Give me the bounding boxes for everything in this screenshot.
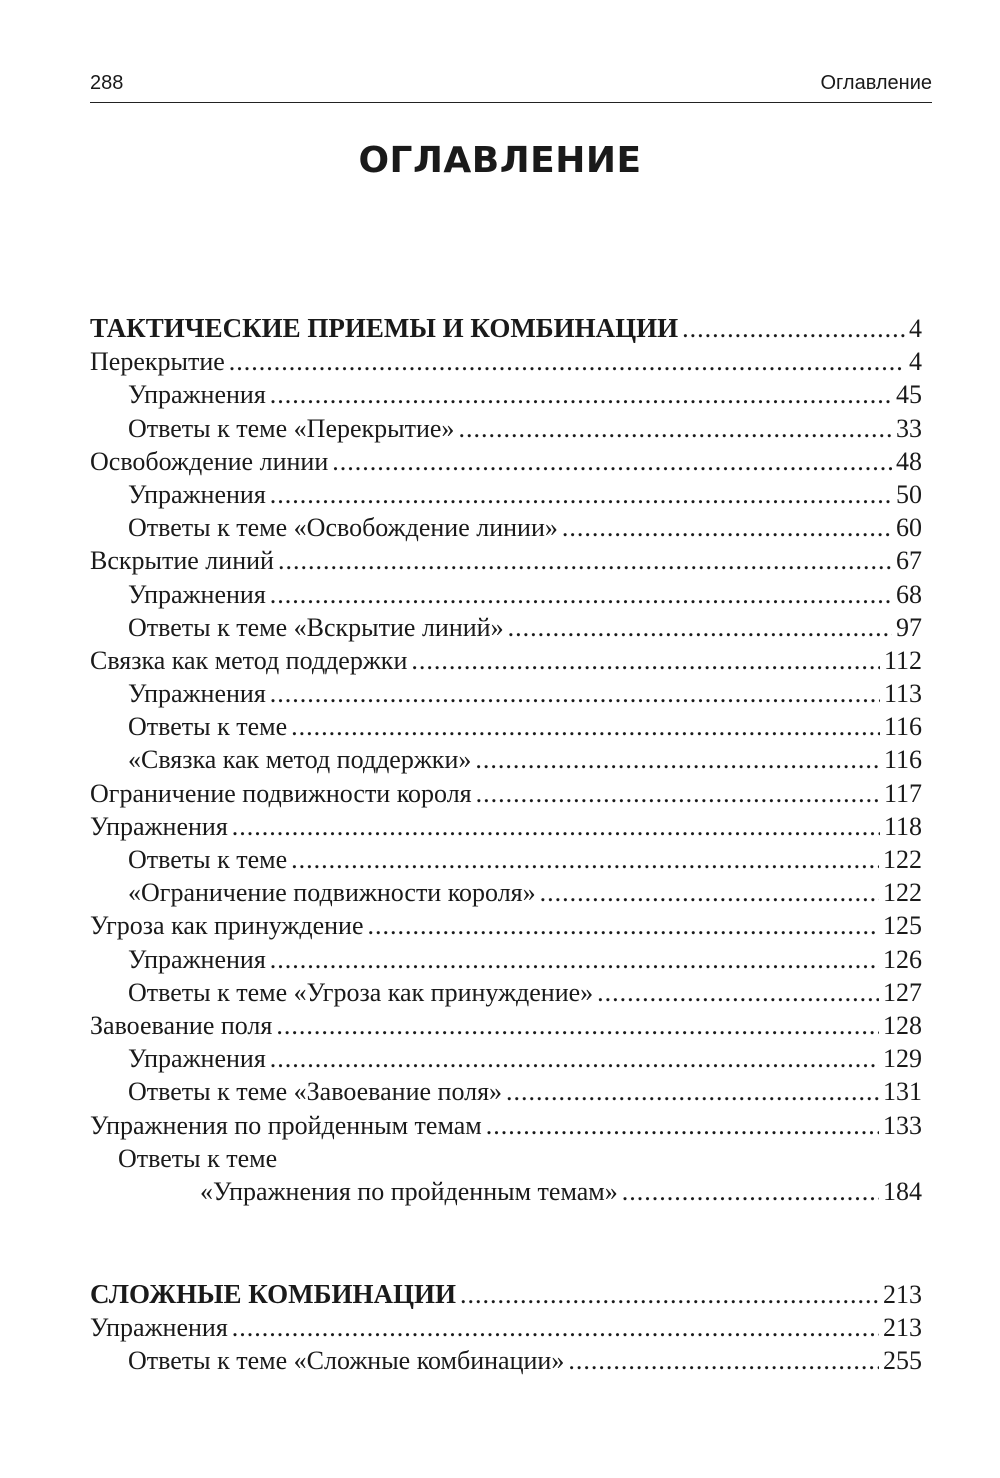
toc-entry-page: 97 <box>896 612 922 642</box>
dot-leader <box>508 611 892 644</box>
dot-leader <box>458 412 892 445</box>
toc-entry <box>90 445 922 478</box>
toc-entry-label: Упражнения по пройденным темам <box>90 1110 482 1140</box>
toc-entry <box>90 511 922 544</box>
toc-entry-page: 50 <box>896 479 922 509</box>
toc-entry-label: Ограничение подвижности короля <box>90 778 472 808</box>
toc-entry-label: Ответы к теме «Перекрытие» <box>128 413 455 443</box>
toc-entry-page: 125 <box>883 911 922 941</box>
toc-entry <box>90 710 922 743</box>
toc-entry-page: 48 <box>896 446 922 476</box>
toc-entry <box>90 843 922 876</box>
toc-entry-label: Ответы к теме «Угроза как принуждение» <box>128 977 594 1007</box>
running-header <box>90 72 932 103</box>
toc-entry-page: 68 <box>896 579 922 609</box>
dot-leader <box>476 777 880 810</box>
toc-entry-page: 116 <box>883 745 922 775</box>
toc-entry-page: 213 <box>883 1280 922 1309</box>
toc-entry-label: Ответы к теме «Сложные комбинации» <box>128 1346 565 1376</box>
toc-entry-page: 118 <box>883 811 922 841</box>
dot-leader <box>276 1009 879 1042</box>
toc-entry-page: 184 <box>883 1176 922 1206</box>
toc-entry <box>90 611 922 644</box>
dot-leader <box>270 943 879 976</box>
toc-entry-label: Упражнения <box>128 579 266 609</box>
toc-entry-label: Перекрытие <box>90 347 225 377</box>
toc-entry-page: 33 <box>896 413 922 443</box>
toc-entry-label: Ответы к теме <box>118 1143 278 1173</box>
toc-entry-label: ТАКТИЧЕСКИЕ ПРИЕМЫ И КОМБИНАЦИИ <box>90 313 679 343</box>
dot-leader <box>232 1311 879 1344</box>
toc-entry-page: 116 <box>883 712 922 742</box>
dot-leader <box>622 1175 879 1208</box>
toc-entry-label: Ответы к теме <box>128 845 288 874</box>
dot-leader <box>597 976 879 1009</box>
toc-entry-label: Упражнения <box>128 479 266 509</box>
toc-entry-label: Ответы к теме <box>128 712 288 742</box>
dot-leader <box>486 1109 879 1142</box>
toc-entry-page: 127 <box>883 977 922 1007</box>
dot-leader <box>291 843 879 876</box>
toc-part-heading <box>90 312 922 345</box>
toc-entry-page: 133 <box>883 1110 922 1140</box>
toc-entry-label: Ответы к теме «Завоевание поля» <box>128 1077 503 1107</box>
page-number: 288 <box>90 72 124 94</box>
toc-entry-label: «Упражнения по пройденным темам» <box>200 1176 618 1206</box>
dot-leader <box>270 1042 879 1075</box>
toc-entry <box>90 1075 922 1108</box>
toc-entry-label: «Ограничение подвижности короля» <box>128 878 536 908</box>
toc-entry <box>90 378 922 411</box>
toc-entry-page: 67 <box>896 546 922 576</box>
dot-leader <box>562 511 892 544</box>
toc-entry <box>90 810 922 843</box>
dot-leader <box>270 677 880 710</box>
toc-entry <box>90 976 922 1009</box>
toc-entry <box>90 943 922 976</box>
toc-entry <box>90 578 922 611</box>
toc-entry-page: 128 <box>883 1010 922 1040</box>
toc-entry-page: 129 <box>883 1044 922 1074</box>
toc-entry <box>90 1042 922 1075</box>
toc-entry-page: 255 <box>883 1346 922 1376</box>
page-title: ОГЛАВЛЕНИЕ <box>358 140 642 181</box>
toc-entry <box>90 1175 922 1208</box>
toc-entry-page: 213 <box>883 1313 922 1343</box>
dot-leader <box>270 378 892 411</box>
toc-entry-page: 112 <box>883 645 922 675</box>
toc-entry <box>90 1142 922 1175</box>
dot-leader <box>332 445 892 478</box>
toc-part-complex <box>90 1278 922 1378</box>
toc-entry-page: 131 <box>883 1077 922 1107</box>
dot-leader <box>368 909 879 942</box>
toc-part-tactical <box>90 312 922 1208</box>
toc-entry <box>90 743 922 776</box>
toc-entry <box>90 478 922 511</box>
toc-entry-page: 45 <box>896 380 922 410</box>
toc-entry-label: Упражнения <box>128 380 266 410</box>
dot-leader <box>540 876 879 909</box>
toc-entry-page: 126 <box>883 944 922 974</box>
toc-entry-label: Связка как метод поддержки <box>90 645 408 675</box>
toc-entry-label: Упражнения <box>128 944 266 974</box>
running-section-title: Оглавление <box>820 72 932 94</box>
dot-leader <box>506 1075 879 1108</box>
dot-leader <box>682 312 905 345</box>
toc-entry-page: 113 <box>883 679 922 709</box>
toc-entry-page: 122 <box>883 845 922 874</box>
toc-entry-label: СЛОЖНЫЕ КОМБИНАЦИИ <box>90 1279 456 1309</box>
toc-entry-label: Завоевание поля <box>90 1010 273 1040</box>
toc-entry-label: Ответы к теме «Вскрытие линий» <box>128 612 504 642</box>
toc-entry-label: Упражнения <box>90 1313 228 1343</box>
dot-leader <box>411 644 880 677</box>
dot-leader <box>460 1278 879 1311</box>
toc-entry-label: Вскрытие линий <box>90 546 274 576</box>
toc-entry <box>90 412 922 445</box>
dot-leader <box>291 710 880 743</box>
toc-entry-page: 117 <box>883 778 922 808</box>
toc-entry <box>90 777 922 810</box>
dot-leader <box>229 345 905 378</box>
toc-entry-label: Ответы к теме «Освобождение линии» <box>128 513 558 543</box>
toc-entry <box>90 876 922 909</box>
dot-leader <box>568 1344 879 1377</box>
toc-entry <box>90 644 922 677</box>
toc-entry-page: 4 <box>909 314 922 343</box>
toc-entry-label: Угроза как принуждение <box>90 911 364 941</box>
toc-entry-page: 122 <box>883 878 922 908</box>
toc-entry <box>90 1311 922 1344</box>
toc-entry-label: Упражнения <box>128 1044 266 1074</box>
toc-entry <box>90 1109 922 1142</box>
toc-entry-page: 4 <box>909 347 922 377</box>
dot-leader <box>270 478 892 511</box>
toc-entry <box>90 677 922 710</box>
toc-part-heading <box>90 1278 922 1311</box>
dot-leader <box>278 544 892 577</box>
toc-entry <box>90 345 922 378</box>
toc-entry-label: «Связка как метод поддержки» <box>128 745 472 775</box>
toc-entry-label: Упражнения <box>128 679 266 709</box>
toc-entry <box>90 1344 922 1377</box>
dot-leader <box>475 743 880 776</box>
toc-entry-label: Освобождение линии <box>90 446 329 476</box>
dot-leader <box>270 578 892 611</box>
toc-entry-label: Упражнения <box>90 811 228 841</box>
toc-entry <box>90 1009 922 1042</box>
dot-leader <box>232 810 880 843</box>
toc-entry <box>90 909 922 942</box>
toc-entry-page: 60 <box>896 513 922 543</box>
toc-entry <box>90 544 922 577</box>
